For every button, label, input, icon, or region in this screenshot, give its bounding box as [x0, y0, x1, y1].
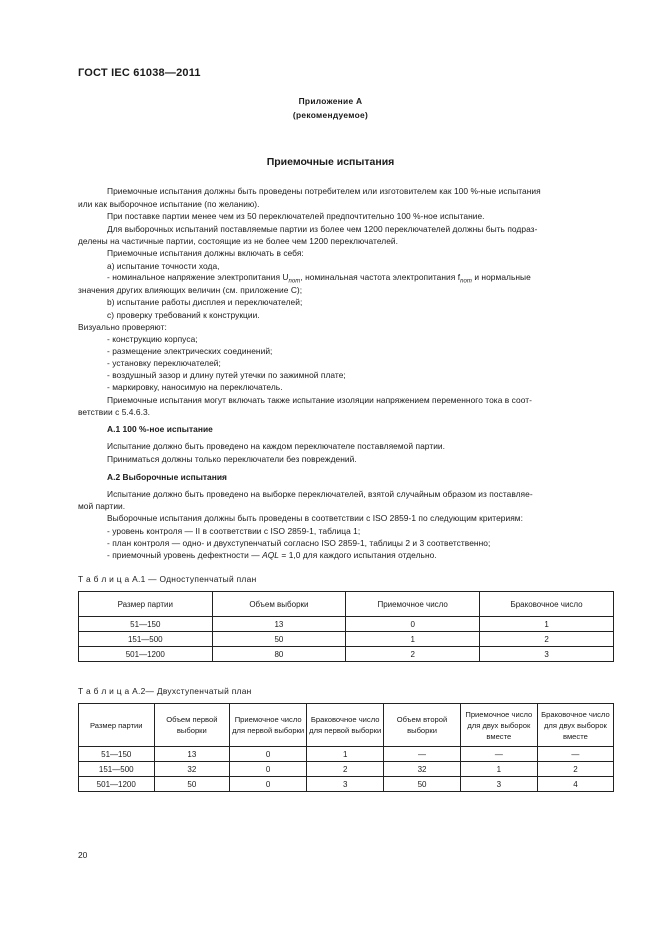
table-header-cell: Приемочное число для двух выборок вместе	[460, 704, 537, 747]
table-cell: 2	[537, 762, 613, 777]
table-header-cell: Размер партии	[79, 592, 213, 617]
table1-caption: Т а б л и ц а А.1 — Одноступенчатый план	[78, 574, 257, 584]
table-row	[79, 647, 614, 662]
paragraph-line: значения других влияющих величин (см. приложение С);	[78, 285, 303, 295]
table-cell: 51—150	[79, 617, 213, 632]
list-item: - размещение электрических соединений;	[107, 346, 273, 356]
list-text: и нормальные	[471, 272, 531, 282]
annex-title: Приложение А	[298, 96, 363, 106]
section-title: Приемочные испытания	[266, 156, 395, 168]
paragraph-line: Приемочные испытания должны быть проведены потребителем или изготовителем как 100 %-ные испытания	[107, 186, 541, 196]
document-header: ГОСТ IEC 61038—2011	[78, 67, 201, 79]
list-item: - уровень контроля — II в соответствии с ISO 2859-1, таблица 1;	[107, 526, 361, 536]
two-stage-table	[78, 703, 614, 792]
paragraph-line: делены на частичные партии, состоящие из не более чем 1200 переключателей.	[78, 236, 399, 246]
list-text: = 1,0 для каждого испытания отдельно.	[279, 550, 437, 560]
table-cell: 4	[537, 777, 613, 792]
table-cell: 1	[346, 632, 480, 647]
table-header-row	[79, 592, 614, 617]
paragraph-line: Испытание должно быть проведено на выборке переключателей, взятой случайным образом из поставляе-	[107, 489, 533, 499]
table-cell: 151—500	[79, 632, 213, 647]
list-text: - номинальное напряжение электропитания U	[107, 272, 289, 282]
list-item: - воздушный зазор и длину путей утечки по зажимной плате;	[107, 370, 346, 380]
table-header-cell: Приемочное число	[346, 592, 480, 617]
table-header-cell: Объем выборки	[212, 592, 346, 617]
section-heading: А.2 Выборочные испытания	[107, 472, 227, 482]
table-cell: —	[384, 747, 461, 762]
table-cell: 0	[230, 762, 307, 777]
table-row	[79, 777, 614, 792]
table-cell: 13	[154, 747, 230, 762]
table-cell: 2	[346, 647, 480, 662]
table-cell: 32	[384, 762, 461, 777]
table-cell: 501—1200	[79, 647, 213, 662]
paragraph-line: Визуально проверяют:	[78, 322, 167, 332]
paragraph-line: Приемочные испытания могут включать также испытание изоляции напряжением переменного тока в соот-	[107, 395, 532, 405]
table-cell: 0	[230, 747, 307, 762]
paragraph-line: или как выборочное испытание (по желанию).	[78, 199, 260, 209]
table-header-cell: Объем первой выборки	[154, 704, 230, 747]
table-cell: 0	[230, 777, 307, 792]
paragraph-line: Испытание должно быть проведено на каждом переключателе поставляемой партии.	[107, 441, 446, 451]
page-number: 20	[78, 850, 88, 860]
table-cell: 1	[307, 747, 384, 762]
list-text: - приемочный уровень дефектности —	[107, 550, 263, 560]
list-item: b) испытание работы дисплея и переключателей;	[107, 297, 303, 307]
paragraph-line: Для выборочных испытаний поставляемые партии из более чем 1200 переключателей должны быть подраз-	[107, 224, 538, 234]
paragraph-line: Приниматься должны только переключатели без повреждений.	[107, 454, 357, 464]
annex-subtitle: (рекомендуемое)	[292, 110, 369, 120]
list-item	[107, 272, 531, 285]
list-item: - маркировку, наносимую на переключатель.	[107, 382, 283, 392]
table-cell: 32	[154, 762, 230, 777]
table-cell: 501—1200	[79, 777, 155, 792]
table-cell: 0	[346, 617, 480, 632]
paragraph-line: При поставке партии менее чем из 50 переключателей предпочтительно 100 %-ное испытание.	[107, 211, 485, 221]
table-cell: 3	[307, 777, 384, 792]
list-item: - конструкцию корпуса;	[107, 334, 198, 344]
table-row	[79, 617, 614, 632]
paragraph-line: ветствии с 5.4.6.3.	[78, 407, 151, 417]
table-row	[79, 747, 614, 762]
single-stage-table	[78, 591, 614, 662]
table-cell: 50	[384, 777, 461, 792]
table-cell: 80	[212, 647, 346, 662]
table-header-row	[79, 704, 614, 747]
table-row	[79, 762, 614, 777]
table-cell: 3	[480, 647, 614, 662]
list-item: а) испытание точности хода,	[107, 261, 220, 271]
table-header-cell: Браковочное число для первой выборки	[307, 704, 384, 747]
table-cell: —	[460, 747, 537, 762]
list-item: - план контроля — одно- и двухступенчатый согласно ISO 2859-1, таблицы 2 и 3 соответственно;	[107, 538, 491, 548]
table-cell: 3	[460, 777, 537, 792]
aql-term: AQL	[262, 550, 279, 560]
subscript: nom	[288, 278, 301, 285]
table-cell: 2	[480, 632, 614, 647]
table-cell: 1	[480, 617, 614, 632]
table-cell: 2	[307, 762, 384, 777]
list-item: - установку переключателей;	[107, 358, 221, 368]
table-header-cell: Объем второй выборки	[384, 704, 461, 747]
table-cell: 51—150	[79, 747, 155, 762]
table-cell: 151—500	[79, 762, 155, 777]
table-cell: 13	[212, 617, 346, 632]
list-item: с) проверку требований к конструкции.	[107, 310, 260, 320]
table-header-cell: Размер партии	[79, 704, 155, 747]
table2-caption: Т а б л и ц а А.2— Двухступенчатый план	[78, 686, 252, 696]
list-text: , номинальная частота электропитания f	[300, 272, 461, 282]
table-cell: 1	[460, 762, 537, 777]
paragraph-line: Выборочные испытания должны быть проведены в соответствии с ISO 2859-1 по следующим критериям:	[107, 513, 523, 523]
table-header-cell: Браковочное число	[480, 592, 614, 617]
table-row	[79, 632, 614, 647]
paragraph-line: мой партии.	[78, 501, 126, 511]
table-cell: 50	[212, 632, 346, 647]
table-cell: —	[537, 747, 613, 762]
list-item	[107, 550, 437, 560]
subscript: nom	[460, 278, 472, 285]
table-cell: 50	[154, 777, 230, 792]
section-heading: А.1 100 %-ное испытание	[107, 424, 213, 434]
table-header-cell: Приемочное число для первой выборки	[230, 704, 307, 747]
paragraph-line: Приемочные испытания должны включать в себя:	[107, 248, 304, 258]
table-header-cell: Браковочное число для двух выборок вместе	[537, 704, 613, 747]
